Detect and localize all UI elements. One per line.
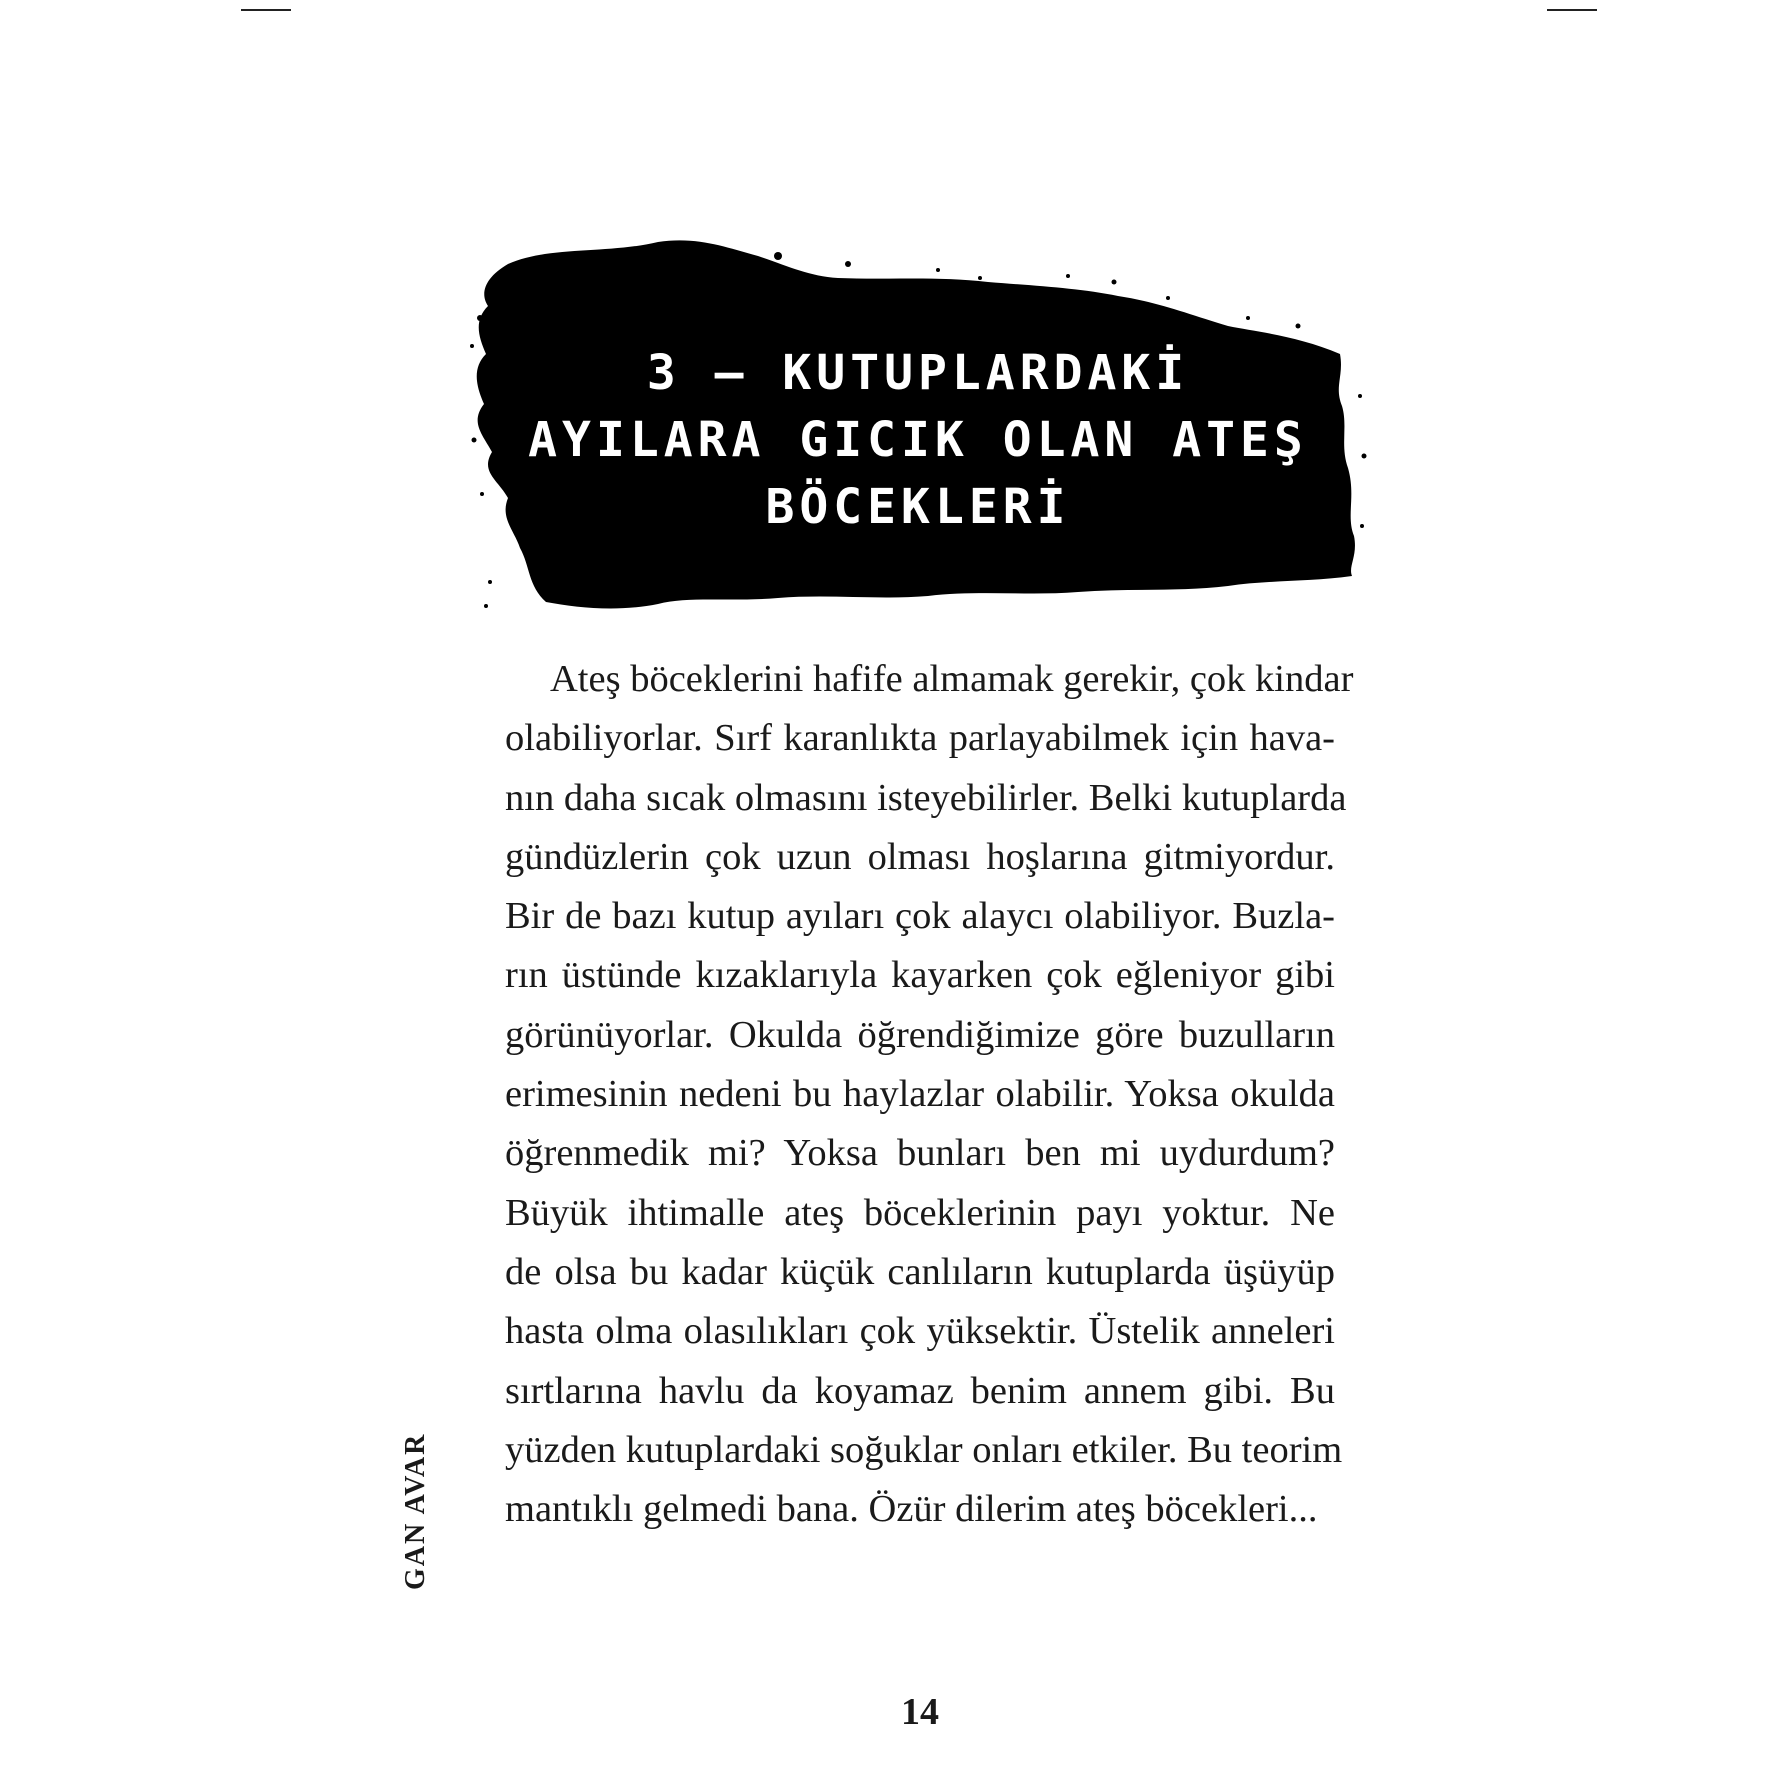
chapter-title-block [468,236,1372,622]
body-line: rın üstünde kızaklarıyla kayarken çok eğleniyor gibi [505,954,1335,997]
body-line: gündüzlerin çok uzun olması hoşlarına gitmiyordur. [505,835,1335,878]
crop-mark-right [1547,9,1597,11]
body-line: öğrenmedik mi? Yoksa bunları ben mi uydurdum? [505,1132,1335,1175]
chapter-title-line-1: 3 – KUTUPLARDAKİ [646,345,1190,401]
body-line: olabiliyorlar. Sırf karanlıkta parlayabilmek için hava- [505,717,1335,760]
body-line: yüzden kutuplardaki soğuklar onları etkiler. Bu teorim [505,1428,1343,1471]
body-line: Ateş böceklerini hafife almamak gerekir, çok kindar [550,658,1354,700]
chapter-title-line-3: BÖCEKLERİ [765,479,1071,535]
body-line: mantıklı gelmedi bana. Özür dilerim ateş böcekleri... [505,1488,1318,1531]
author-name: GAN AVAR [400,1432,431,1590]
body-line: sırtlarına havlu da koyamaz benim annem gibi. Bu [505,1369,1335,1412]
crop-mark-left [241,9,291,11]
page-number: 14 [901,1691,939,1733]
body-line: de olsa bu kadar küçük canlıların kutuplarda üşüyüp [505,1250,1335,1293]
body-line: nın daha sıcak olmasını isteyebilirler. Belki kutuplarda [505,776,1347,819]
body-line: hasta olma olasılıkları çok yüksektir. Üstelik anneleri [505,1310,1335,1353]
chapter-title [528,340,1308,541]
body-paragraph [505,650,1354,1539]
chapter-title-line-2: AYILARA GICIK OLAN ATEŞ [528,412,1308,468]
body-line: Bir de bazı kutup ayıları çok alaycı olabiliyor. Buzla- [505,895,1335,938]
body-line: erimesinin nedeni bu haylazlar olabilir. Yoksa okulda [505,1073,1335,1116]
body-line: Büyük ihtimalle ateş böceklerinin payı yoktur. Ne [505,1191,1335,1234]
body-line: görünüyorlar. Okulda öğrendiğimize göre buzulların [505,1013,1335,1056]
